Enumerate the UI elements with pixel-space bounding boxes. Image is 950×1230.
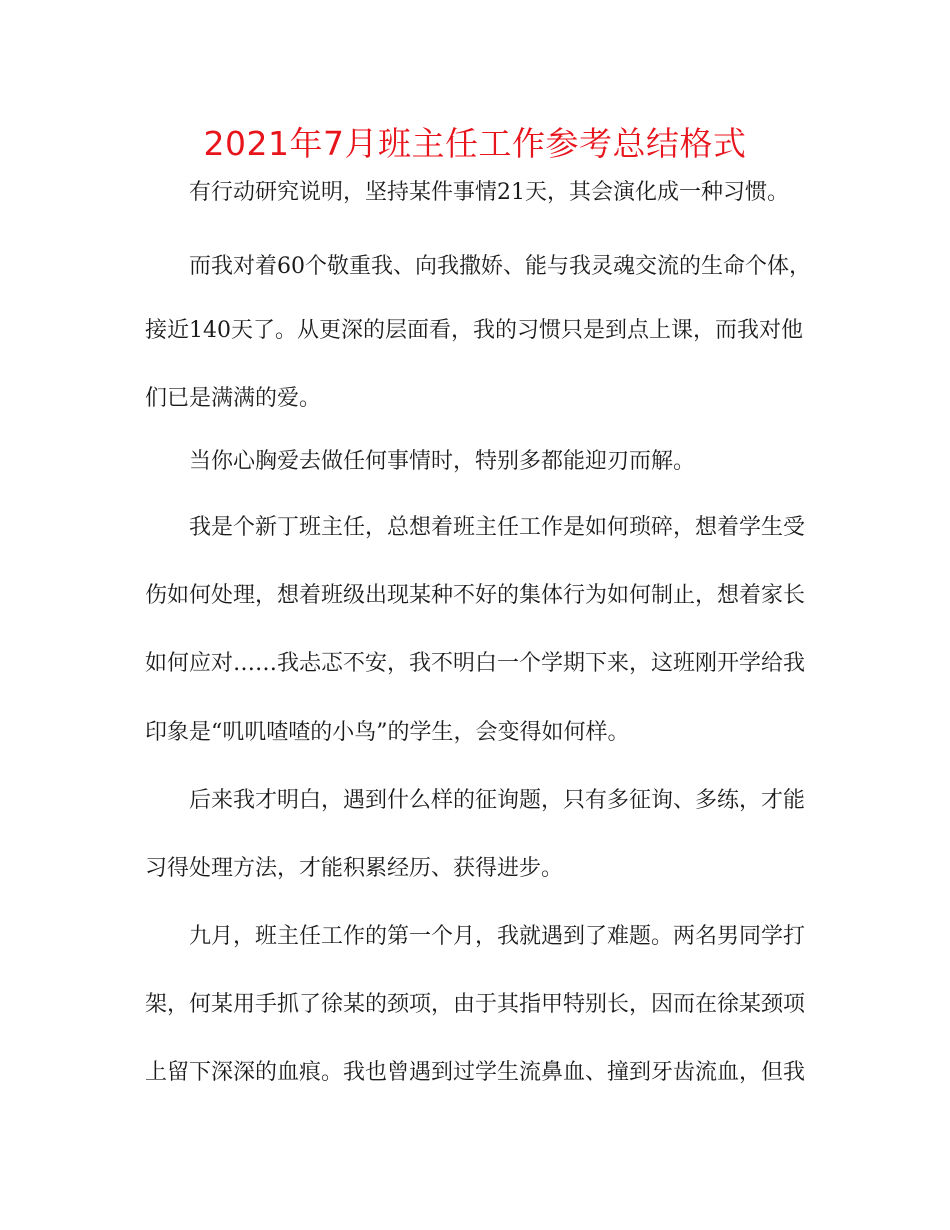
paragraph-line: 接近140天了。从更深的层面看，我的习惯只是到点上课，而我对他 bbox=[145, 318, 803, 343]
paragraph-line: 我是个新丁班主任，总想着班主任工作是如何琐碎，想着学生受 bbox=[189, 515, 806, 540]
paragraph-line: 九月，班主任工作的第一个月，我就遇到了难题。两名男同学打 bbox=[189, 924, 806, 949]
paragraph-line: 习得处理方法，才能积累经历、获得进步。 bbox=[145, 856, 564, 881]
paragraph-line: 伤如何处理，想着班级出现某种不好的集体行为如何制止，想着家长 bbox=[145, 583, 806, 608]
document-title: 2021年7月班主任工作参考总结格式 bbox=[203, 124, 747, 163]
paragraph-line: 们已是满满的爱。 bbox=[145, 386, 322, 411]
paragraph-line: 而我对着60个敬重我、向我撒娇、能与我灵魂交流的生命个体， bbox=[189, 254, 811, 279]
paragraph-line: 当你心胸爱去做任何事情时，特别多都能迎刃而解。 bbox=[189, 449, 696, 474]
paragraph-line: 架，何某用手抓了徐某的颈项，由于其指甲特别长，因而在徐某颈项 bbox=[145, 992, 806, 1017]
paragraph-line: 有行动研究说明，坚持某件事情21天，其会演化成一种习惯。 bbox=[189, 180, 789, 205]
paragraph-line: 印象是“叽叽喳喳的小鸟”的学生，会变得如何样。 bbox=[145, 720, 630, 745]
paragraph-line: 上留下深深的血痕。我也曾遇到过学生流鼻血、撞到牙齿流血，但我 bbox=[145, 1060, 806, 1085]
paragraph-line: 如何应对……我忐忑不安，我不明白一个学期下来，这班刚开学给我 bbox=[145, 651, 806, 676]
paragraph-line: 后来我才明白，遇到什么样的征询题，只有多征询、多练，才能 bbox=[189, 788, 806, 813]
